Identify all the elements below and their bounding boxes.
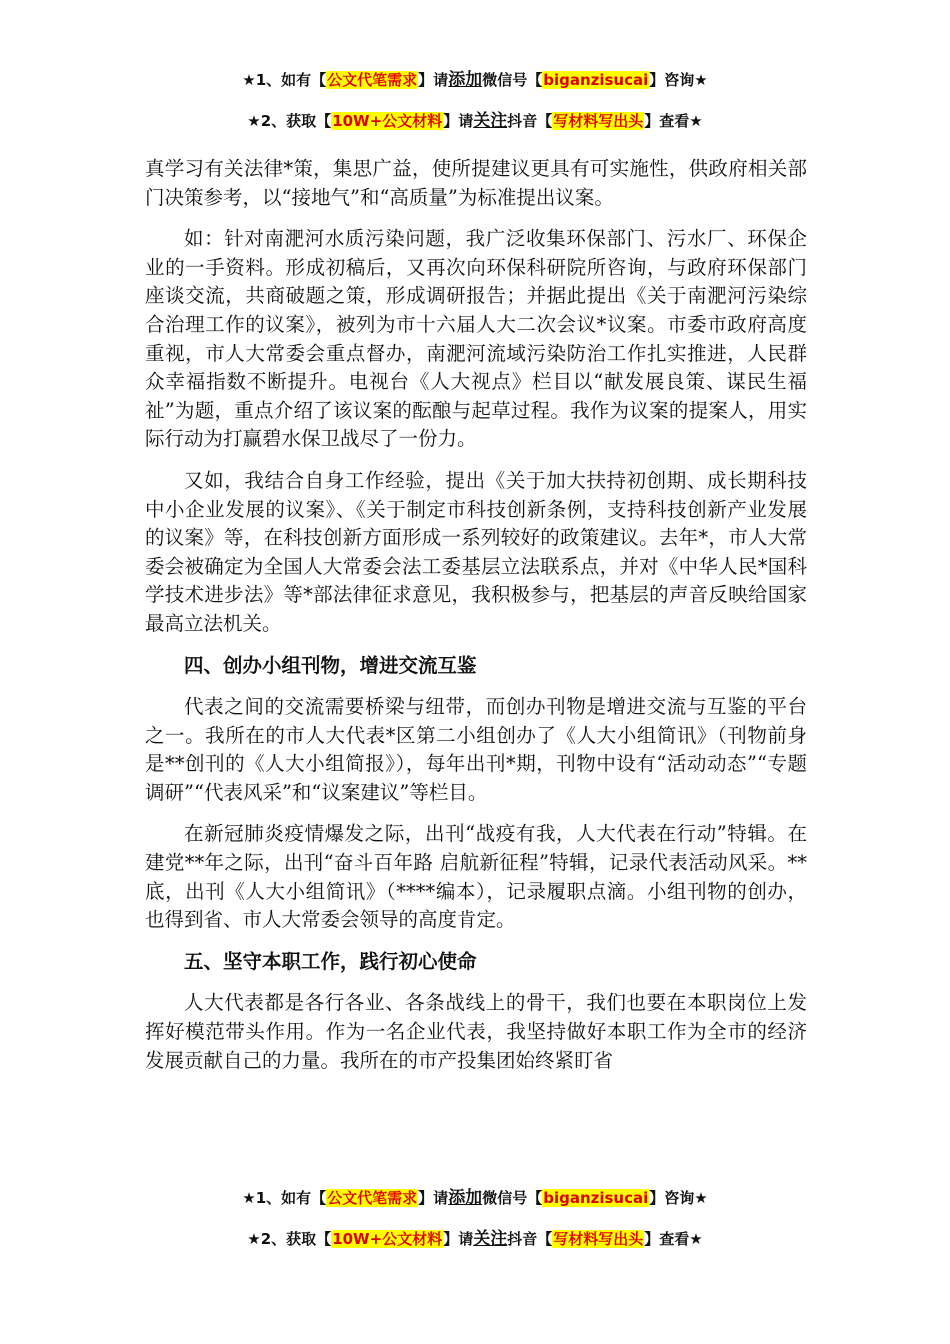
banner-text: 】请 [418,71,449,89]
banner-text: 抖音【 [507,112,553,130]
banner-highlight: 10W+公文材料 [332,112,443,130]
banner-underline: 关注 [473,1229,508,1249]
banner-douyin-id: 写材料写出头 [553,1230,644,1248]
bottom-banner-line-1 [0,1185,950,1211]
banner-text: 】请 [443,112,474,130]
banner-underline: 添加 [448,70,483,90]
banner-text: ★1、如有【 [242,1189,327,1207]
banner-text: ★1、如有【 [242,71,327,89]
paragraph: 如：针对南淝河水质污染问题，我广泛收集环保部门、污水厂、环保企业的一手资料。形成初稿后，又再次向环保科研院所咨询，与政府环保部门座谈交流，共商破题之策，形成调研报告；并据此提出《关于南淝河污染综合治理工作的议案》，被列为市十六届人大二次会议*议案。市委市政府高度重视，市人大常委会重点督办，南淝河流域污染防治工作扎实推进，人民群众幸福指数不断提升。电视台《人大视点》栏目以“献发展良策、谋民生福祉”为题，重点介绍了该议案的酝酿与起草过程。我作为议案的提案人，用实际行动为打赢碧水保卫战尽了一份力。 [145,227,807,451]
banner-text: 】查看★ [644,1230,703,1248]
banner-text: ★2、获取【 [247,1230,332,1248]
top-banner-line-2 [0,108,950,134]
bottom-banner-line-2 [0,1226,950,1252]
top-banner-line-1 [0,67,950,93]
banner-text: 】请 [443,1230,474,1248]
section-heading: 五、坚守本职工作，践行初心使命 [184,949,477,973]
paragraph: 人大代表都是各行各业、各条战线上的骨干，我们也要在本职岗位上发挥好模范带头作用。作为一名企业代表，我坚持做好本职工作为全市的经济发展贡献自己的力量。我所在的市产投集团始终紧盯省 [145,991,807,1072]
banner-text: 微信号【 [482,71,543,89]
paragraph: 在新冠肺炎疫情爆发之际，出刊“战疫有我，人大代表在行动”特辑。在建党**年之际，出刊“奋斗百年路 启航新征程”特辑，记录代表活动风采。**底，出刊《人大小组简讯》（****编本），记录履职点滴。小组刊物的创办，也得到省、市人大常委会领导的高度肯定。 [145,822,807,932]
banner-highlight: 公文代笔需求 [327,1189,418,1207]
banner-douyin-id: 写材料写出头 [553,112,644,130]
banner-text: 】请 [418,1189,449,1207]
banner-highlight: 公文代笔需求 [327,71,418,89]
banner-text: 微信号【 [482,1189,543,1207]
banner-text: 】咨询★ [649,71,708,89]
banner-wechat-id: biganzisucai [543,71,649,89]
document-body [145,155,807,1088]
banner-text: 】查看★ [644,112,703,130]
banner-underline: 关注 [473,111,508,131]
section-heading: 四、创办小组刊物，增进交流互鉴 [184,653,477,677]
banner-underline: 添加 [448,1188,483,1208]
banner-text: 抖音【 [507,1230,553,1248]
paragraph: 代表之间的交流需要桥梁与纽带，而创办刊物是增进交流与互鉴的平台之一。我所在的市人大代表*区第二小组创办了《人大小组简讯》（刊物前身是**创刊的《人大小组简报》），每年出刊*期，刊物中设有“活动动态”“专题调研”“代表风采”和“议案建议”等栏目。 [145,695,807,804]
banner-wechat-id: biganzisucai [543,1189,649,1207]
banner-highlight: 10W+公文材料 [332,1230,443,1248]
banner-text: 】咨询★ [649,1189,708,1207]
banner-text: ★2、获取【 [247,112,332,130]
paragraph: 又如，我结合自身工作经验，提出《关于加大扶持初创期、成长期科技中小企业发展的议案》、《关于制定市科技创新条例，支持科技创新产业发展的议案》等，在科技创新方面形成一系列较好的政策建议。去年*，市人大常委会被确定为全国人大常委会法工委基层立法联系点，并对《中华人民*国科学技术进步法》等*部法律征求意见，我积极参与，把基层的声音反映给国家最高立法机关。 [145,468,807,635]
paragraph: 真学习有关法律*策，集思广益，使所提建议更具有可实施性，供政府相关部门决策参考，以“接地气”和“高质量”为标准提出议案。 [145,157,807,209]
